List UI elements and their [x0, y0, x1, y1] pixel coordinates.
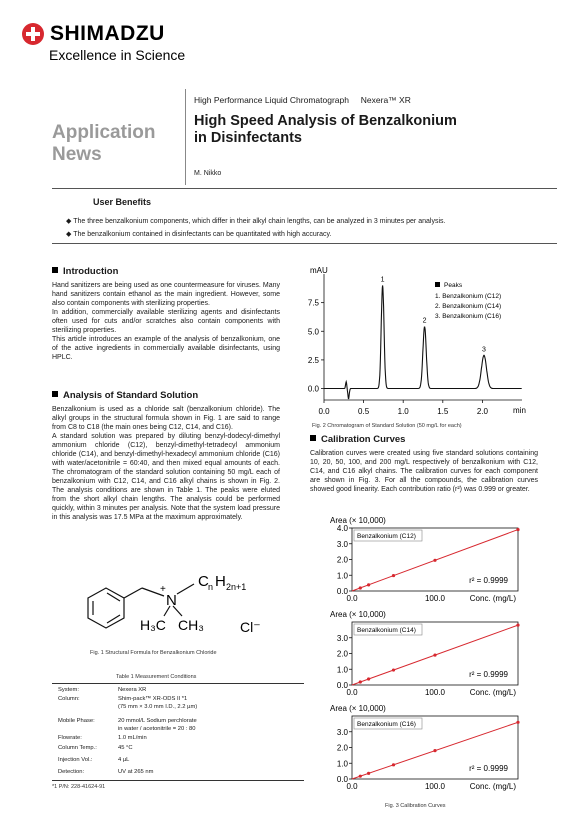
chromatogram-ylabel: mAU [310, 266, 328, 275]
calibration-point [367, 772, 370, 775]
alkyl-h: H [215, 573, 226, 590]
x-tick-label: 0.5 [358, 407, 370, 416]
x-tick-label: 1.0 [397, 407, 409, 416]
calibration-point [433, 749, 436, 752]
calibration-point [392, 574, 395, 577]
y-tick-label: 2.0 [336, 649, 348, 659]
series-label: Benzalkonium (C16) [357, 721, 416, 728]
figure-3-caption: Fig. 3 Calibration Curves [385, 803, 446, 809]
series-label: Benzalkonium (C14) [357, 627, 416, 634]
x-tick-label: 2.0 [476, 407, 488, 416]
x-tick-label: 100.0 [424, 782, 446, 791]
peak-label: 3 [482, 346, 486, 354]
analysis-body [52, 405, 280, 522]
calibration-chart-c14 [318, 608, 538, 700]
legend-marker [435, 282, 440, 287]
legend-entry: 1. Benzalkonium (C12) [435, 293, 502, 300]
chloride: Cl⁻ [240, 619, 261, 635]
title-line-1: High Speed Analysis of Benzalkonium [194, 113, 457, 129]
y-tick-label: 1.0 [336, 665, 348, 675]
x-tick-label: 0.0 [346, 688, 358, 697]
legend-title: Peaks [444, 282, 463, 289]
y-tick-label: 2.5 [307, 355, 319, 365]
intro-heading: Introduction [52, 266, 118, 277]
bullet-square-icon [52, 391, 58, 397]
x-tick-label: 100.0 [424, 594, 446, 603]
figure-2-caption: Fig. 2 Chromatogram of Standard Solution (50 mg/L for each) [312, 423, 462, 429]
paragraph: In addition, commercially available sterilizing agents and disinfectants often used for cuts and/or scratches also contain components with sterilizing properties. [52, 309, 280, 334]
series-label: Benzalkonium (C12) [357, 533, 416, 540]
user-benefits-title: User Benefits [93, 197, 152, 207]
calibration-point [392, 763, 395, 766]
y-tick-label: 0.0 [336, 681, 348, 690]
y-tick-label: 2.0 [336, 743, 348, 753]
paragraph: This article introduces an example of the analysis of benzalkonium, one of the active ingredients in commercially available disinfectants, using HPLC. [52, 336, 280, 361]
brand-name: SHIMADZU [50, 22, 165, 45]
chromatogram-chart [300, 262, 540, 420]
header-divider [185, 89, 186, 185]
bullet-square-icon [52, 267, 58, 273]
y-tick-label: 0.0 [336, 587, 348, 596]
x-tick-label: 0.0 [318, 407, 330, 416]
calibration-ylabel: Area (× 10,000) [330, 516, 386, 525]
series-label-line1: Application [52, 122, 156, 143]
benefit-item: ◆ The benzalkonium contained in disinfectants can be quantitated with high accuracy. [66, 231, 332, 238]
brand-tagline: Excellence in Science [49, 47, 186, 63]
benefit-item: ◆ The three benzalkonium components, which differ in their alkyl chain lengths, can be analyzed in 3 minutes per analysis. [66, 218, 446, 225]
paragraph: Hand sanitizers are being used as one countermeasure for viruses. Many hand sanitizers contain ethanol as the main ingredient. However, some also contain components with sterilizing properties. [52, 282, 280, 307]
intro-body [52, 281, 280, 362]
calibration-chart-c12 [318, 514, 538, 606]
y-tick-label: 3.0 [336, 633, 348, 643]
calibration-point [392, 668, 395, 671]
structural-formula [60, 568, 280, 650]
y-tick-label: 0.0 [307, 384, 319, 394]
table-footnote: *1 P/N: 228-41624-91 [52, 784, 106, 790]
y-tick-label: 2.0 [336, 555, 348, 565]
calibration-body: Calibration curves were created using five standard solutions containing 10, 20, 50, 100, and 200 mg/L respectively of benzalkonium with C12, C14, and C16 alkyl chains. The calibration curves for each component are shown in Fig. 3. For all the compounds, the calibration curves showed good linearity. Each contribution ratio (r²) was 0.999 or greater. [310, 450, 538, 493]
measurement-conditions-table: System: Nexera XR Column: Shim-pack™ XR-ODS II *1 (75 mm × 3.0 mm I.D., 2.2 µm) Mobile Phase: 20 mmol/L Sodium perchlorate in water / acetonitrile = 20 : 80 Flowrate: 1.0 mL/min Column Temp.: 45 °C Injection Vol.: 4 µL Detection: UV at 265 nm [58, 687, 198, 775]
chromatogram-xunit: min [513, 406, 526, 415]
paragraph: Benzalkonium is used as a chloride salt (benzalkonium chloride). The alkyl groups in the structural formula shown in Fig. 1 are said to range from C8 to C18 (the main ones being C12, C14, and C16). [52, 406, 280, 431]
calibration-point [516, 721, 519, 724]
y-tick-label: 4.0 [336, 524, 348, 533]
x-tick-label: 0.0 [346, 594, 358, 603]
calibration-point [516, 528, 519, 531]
y-tick-label: 0.0 [336, 775, 348, 784]
nitrogen-atom: N [166, 592, 177, 609]
x-tick-label: 0.0 [346, 782, 358, 791]
table-top-rule [52, 683, 304, 684]
y-tick-label: 5.0 [307, 327, 319, 337]
calibration-xlabel: Conc. (mg/L) [469, 782, 516, 791]
r-squared-label: r² = 0.9999 [469, 670, 508, 679]
calibration-ylabel: Area (× 10,000) [330, 610, 386, 619]
series-label-line2: News [52, 144, 102, 165]
brand-logo [22, 22, 165, 46]
legend-entry: 3. Benzalkonium (C16) [435, 313, 502, 320]
figure-1-caption: Fig. 1 Structural Formula for Benzalkonium Chloride [90, 650, 217, 656]
r-squared-label: r² = 0.9999 [469, 576, 508, 585]
y-tick-label: 3.0 [336, 727, 348, 737]
calibration-point [433, 653, 436, 656]
peak-label: 2 [422, 317, 427, 325]
author: M. Nikko [194, 170, 222, 177]
calibration-ylabel: Area (× 10,000) [330, 704, 386, 713]
y-tick-label: 3.0 [336, 539, 348, 549]
paragraph: A standard solution was prepared by diluting benzyl-dodecyl-dimethyl ammonium chloride (C12), benzyl-dimethyl-tetradecyl ammonium chloride (C14), and benzyl-dimethyl-hexadecyl ammonium chloride (C16) with water/acetonitrile = 60:40, and then mixed equal amounts of each. The chromatogram of the standard solution containing 50 mg/L each of benzalkonium with C12, C14, and C16 alkyl chains is shown in Fig. 2. The analysis conditions are shown in Table 1. The peaks were eluted from the short alkyl chain lengths. The analysis could be performed quickly, within 3 minutes per analysis. Note that the system load pressure in this analysis was 17.5 MPa at the maximum approximately. [52, 433, 280, 521]
alkyl-c: C [198, 573, 209, 590]
title-line-2: in Disinfectants [194, 130, 302, 146]
legend-entry: 2. Benzalkonium (C14) [435, 303, 502, 310]
alkyl-sub-2n: 2n+1 [226, 582, 247, 592]
bullet-square-icon [310, 435, 316, 441]
alkyl-sub-n: n [208, 582, 214, 592]
analysis-heading: Analysis of Standard Solution [52, 390, 198, 401]
table-bottom-rule [52, 780, 304, 781]
x-tick-label: 100.0 [424, 688, 446, 697]
x-tick-label: 1.5 [437, 407, 449, 416]
calibration-point [359, 680, 362, 683]
series-label [52, 122, 155, 166]
y-tick-label: 7.5 [307, 298, 319, 308]
calibration-point [367, 583, 370, 586]
shimadzu-logo-icon [22, 23, 44, 45]
peak-label: 1 [380, 276, 385, 284]
methyl-left: H₃C [140, 617, 166, 633]
calibration-xlabel: Conc. (mg/L) [469, 688, 516, 697]
calibration-chart-c16 [318, 702, 538, 794]
y-tick-label: 1.0 [336, 571, 348, 581]
calibration-point [433, 559, 436, 562]
methyl-right: CH₃ [178, 617, 204, 633]
calibration-point [516, 624, 519, 627]
page-title [194, 113, 524, 147]
calibration-point [367, 677, 370, 680]
calibration-xlabel: Conc. (mg/L) [469, 594, 516, 603]
calibration-point [359, 775, 362, 778]
product-category: High Performance Liquid Chromatograph Nexera™ XR [194, 95, 411, 105]
y-tick-label: 1.0 [336, 759, 348, 769]
charge-plus: + [160, 584, 166, 595]
calibration-heading: Calibration Curves [310, 434, 405, 445]
r-squared-label: r² = 0.9999 [469, 764, 508, 773]
table-1-caption: Table 1 Measurement Conditions [116, 674, 197, 680]
calibration-point [359, 586, 362, 589]
